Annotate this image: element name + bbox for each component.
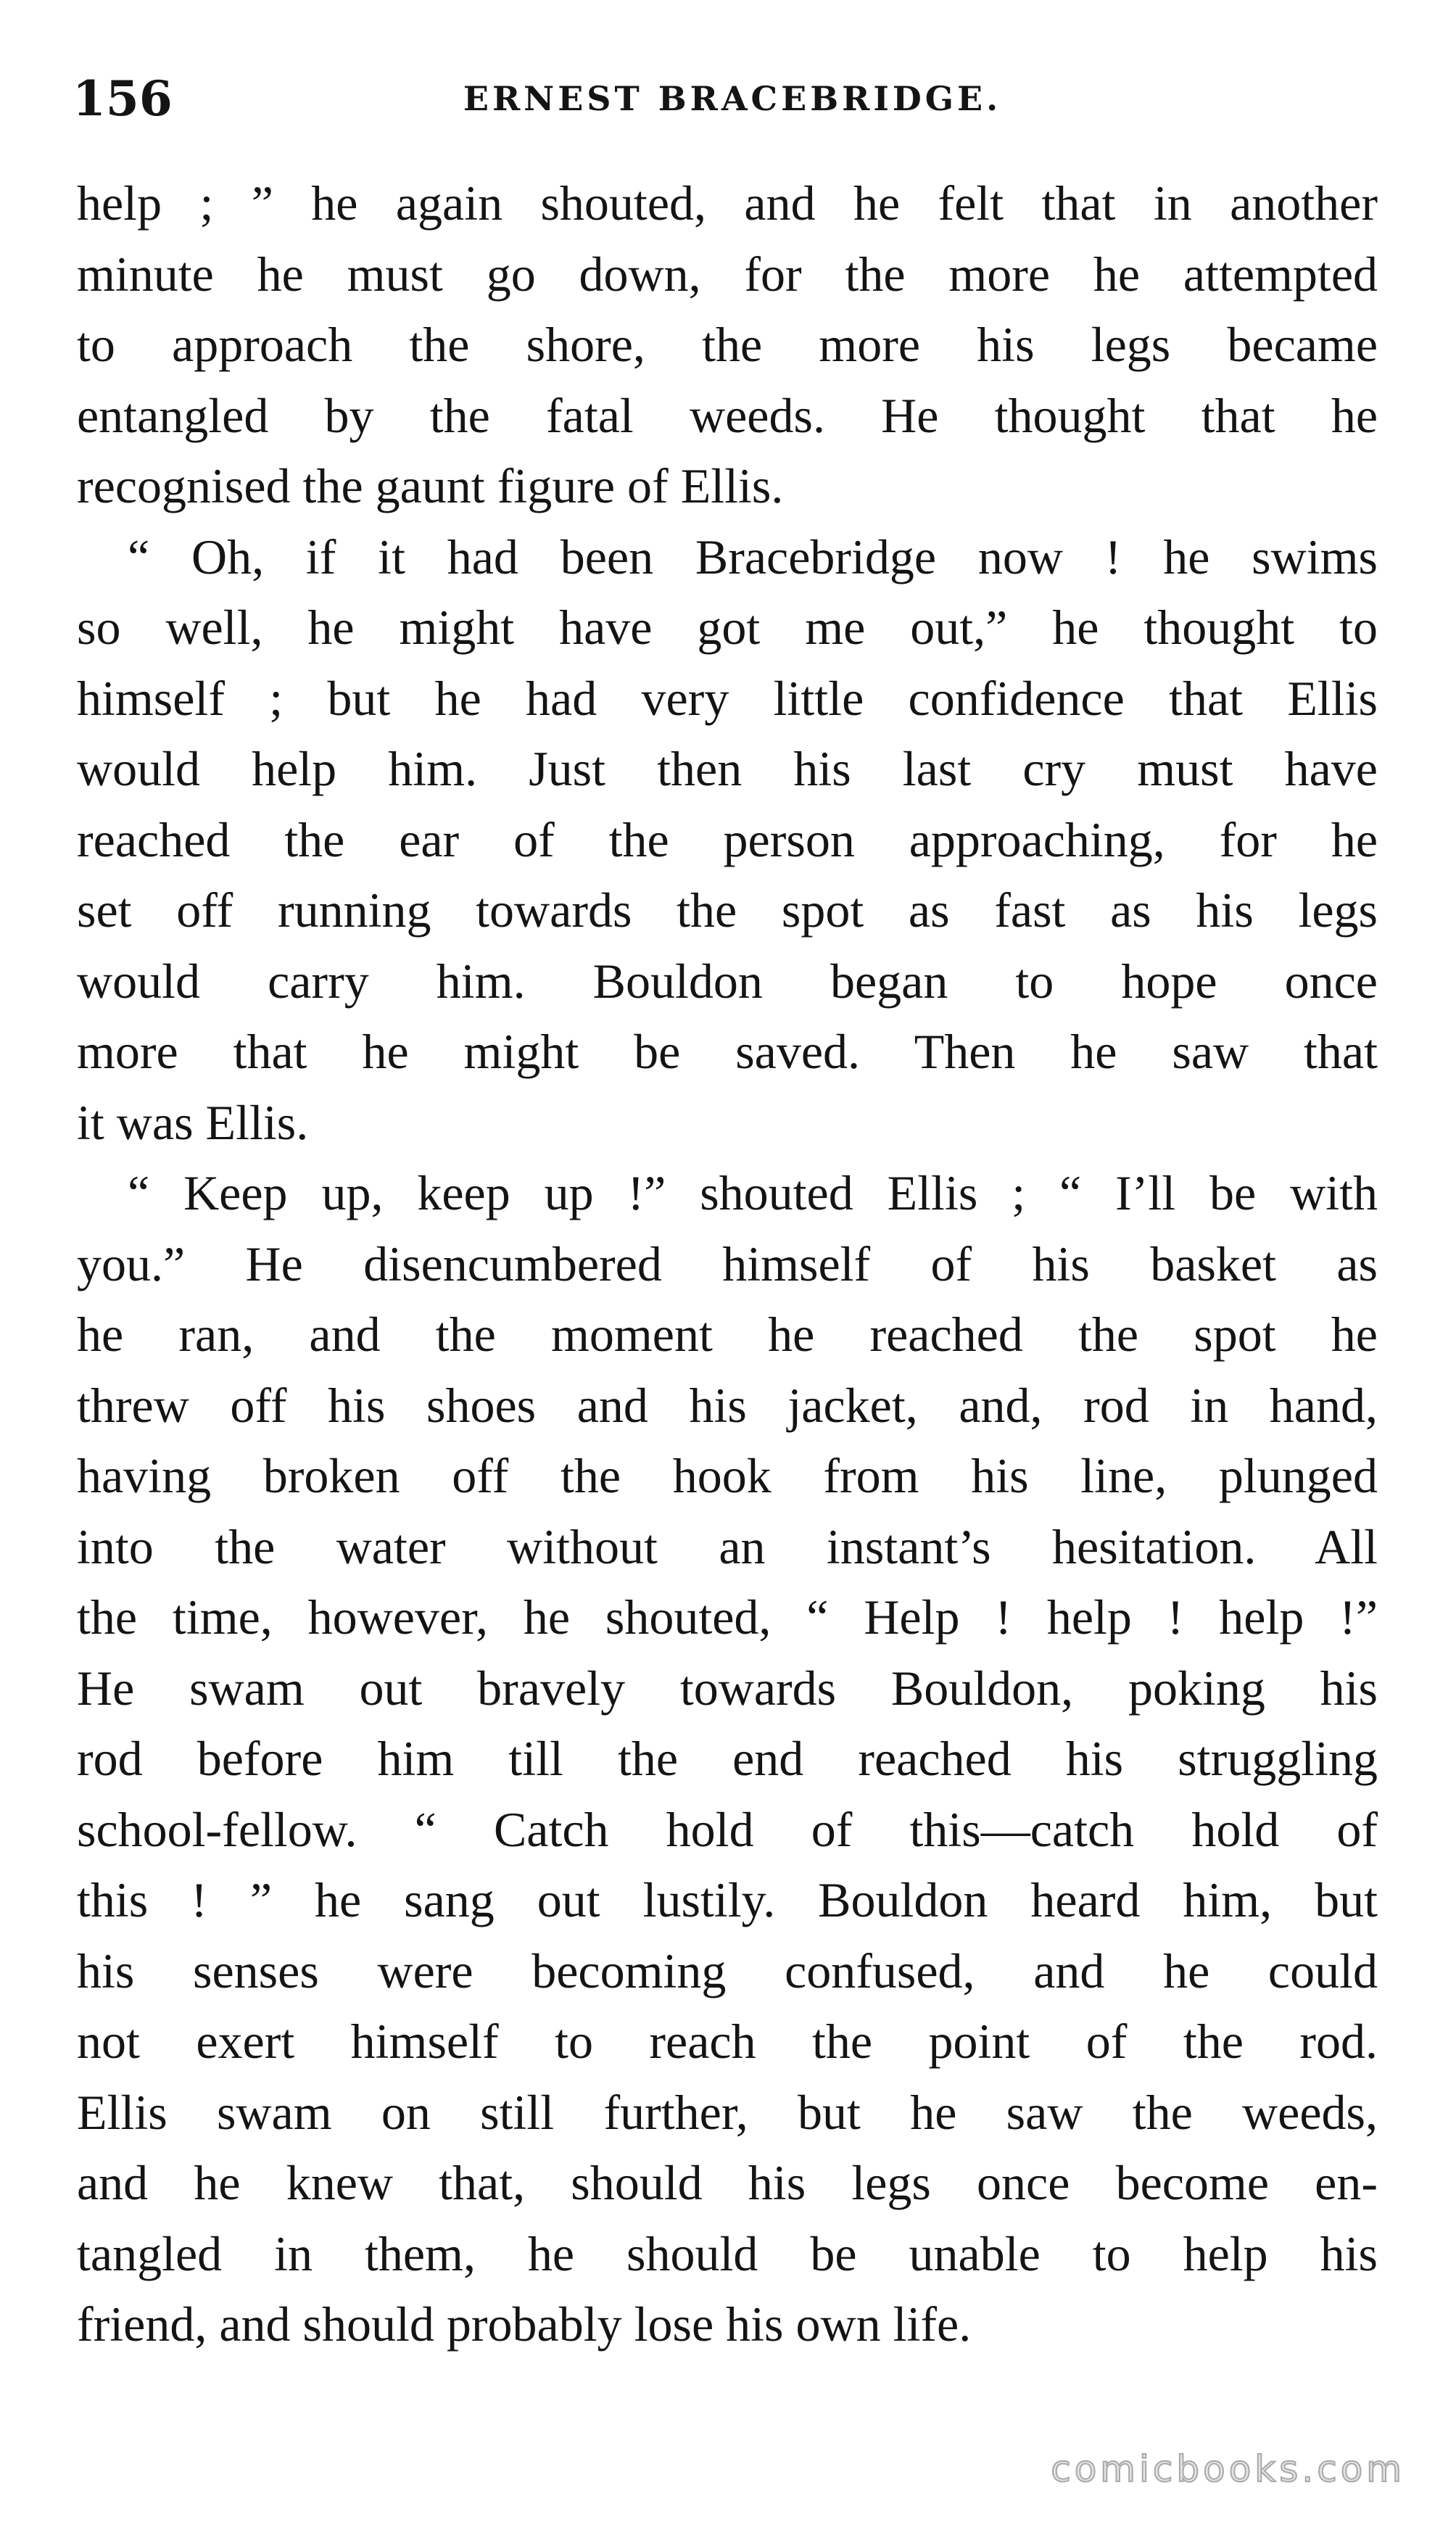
running-head: ERNEST BRACEBRIDGE. <box>463 79 1002 118</box>
body-text <box>77 168 1378 2360</box>
text-line: his senses were becoming confused, and he could <box>77 1943 1378 1998</box>
text-line: into the water without an instant’s hesitation. All <box>77 1518 1378 1574</box>
text-line: to approach the shore, the more his legs became <box>77 317 1378 372</box>
text-line: the time, however, he shouted, “ Help ! help ! help !” <box>77 1589 1378 1645</box>
text-line: “ Keep up, keep up !” shouted Ellis ; “ I’ll be with <box>128 1165 1378 1220</box>
text-line: school-fellow. “ Catch hold of this—catch hold of <box>77 1801 1378 1857</box>
text-line: and he knew that, should his legs once become en- <box>77 2155 1378 2210</box>
text-line: not exert himself to reach the point of the rod. <box>77 2014 1378 2069</box>
text-line: more that he might be saved. Then he saw that <box>77 1024 1378 1079</box>
text-line: would help him. Just then his last cry must have <box>77 741 1378 796</box>
text-line: rod before him till the end reached his struggling <box>77 1731 1378 1786</box>
text-line: would carry him. Bouldon began to hope once <box>77 953 1378 1009</box>
text-line: help ; ” he again shouted, and he felt that in another <box>77 175 1378 231</box>
page-number: 156 <box>73 70 173 127</box>
text-line: so well, he might have got me out,” he thought to <box>77 600 1378 655</box>
text-line: it was Ellis. <box>77 1094 309 1150</box>
text-line: “ Oh, if it had been Bracebridge now ! he swims <box>128 529 1378 584</box>
page-header <box>73 64 1392 133</box>
text-line: Ellis swam on still further, but he saw the weeds, <box>77 2084 1378 2140</box>
text-line: you.” He disencumbered himself of his basket as <box>77 1236 1378 1291</box>
text-line: this ! ” he sang out lustily. Bouldon heard him, but <box>77 1872 1378 1927</box>
text-line: set off running towards the spot as fast as his legs <box>77 882 1378 938</box>
text-line: having broken off the hook from his line, plunged <box>77 1448 1378 1503</box>
text-line: entangled by the fatal weeds. He thought that he <box>77 387 1378 443</box>
text-line: minute he must go down, for the more he attempted <box>77 246 1378 302</box>
watermark: comicbooks.com <box>1051 2448 1405 2490</box>
text-line: reached the ear of the person approaching, for he <box>77 811 1378 867</box>
text-line: he ran, and the moment he reached the spot he <box>77 1307 1378 1362</box>
text-line: threw off his shoes and his jacket, and, rod in hand, <box>77 1377 1378 1433</box>
text-line: He swam out bravely towards Bouldon, poking his <box>77 1660 1378 1716</box>
text-line: tangled in them, he should be unable to help his <box>77 2225 1378 2281</box>
text-line: friend, and should probably lose his own life. <box>77 2296 972 2352</box>
text-line: recognised the gaunt figure of Ellis. <box>77 458 784 513</box>
text-line: himself ; but he had very little confidence that Ellis <box>77 670 1378 726</box>
